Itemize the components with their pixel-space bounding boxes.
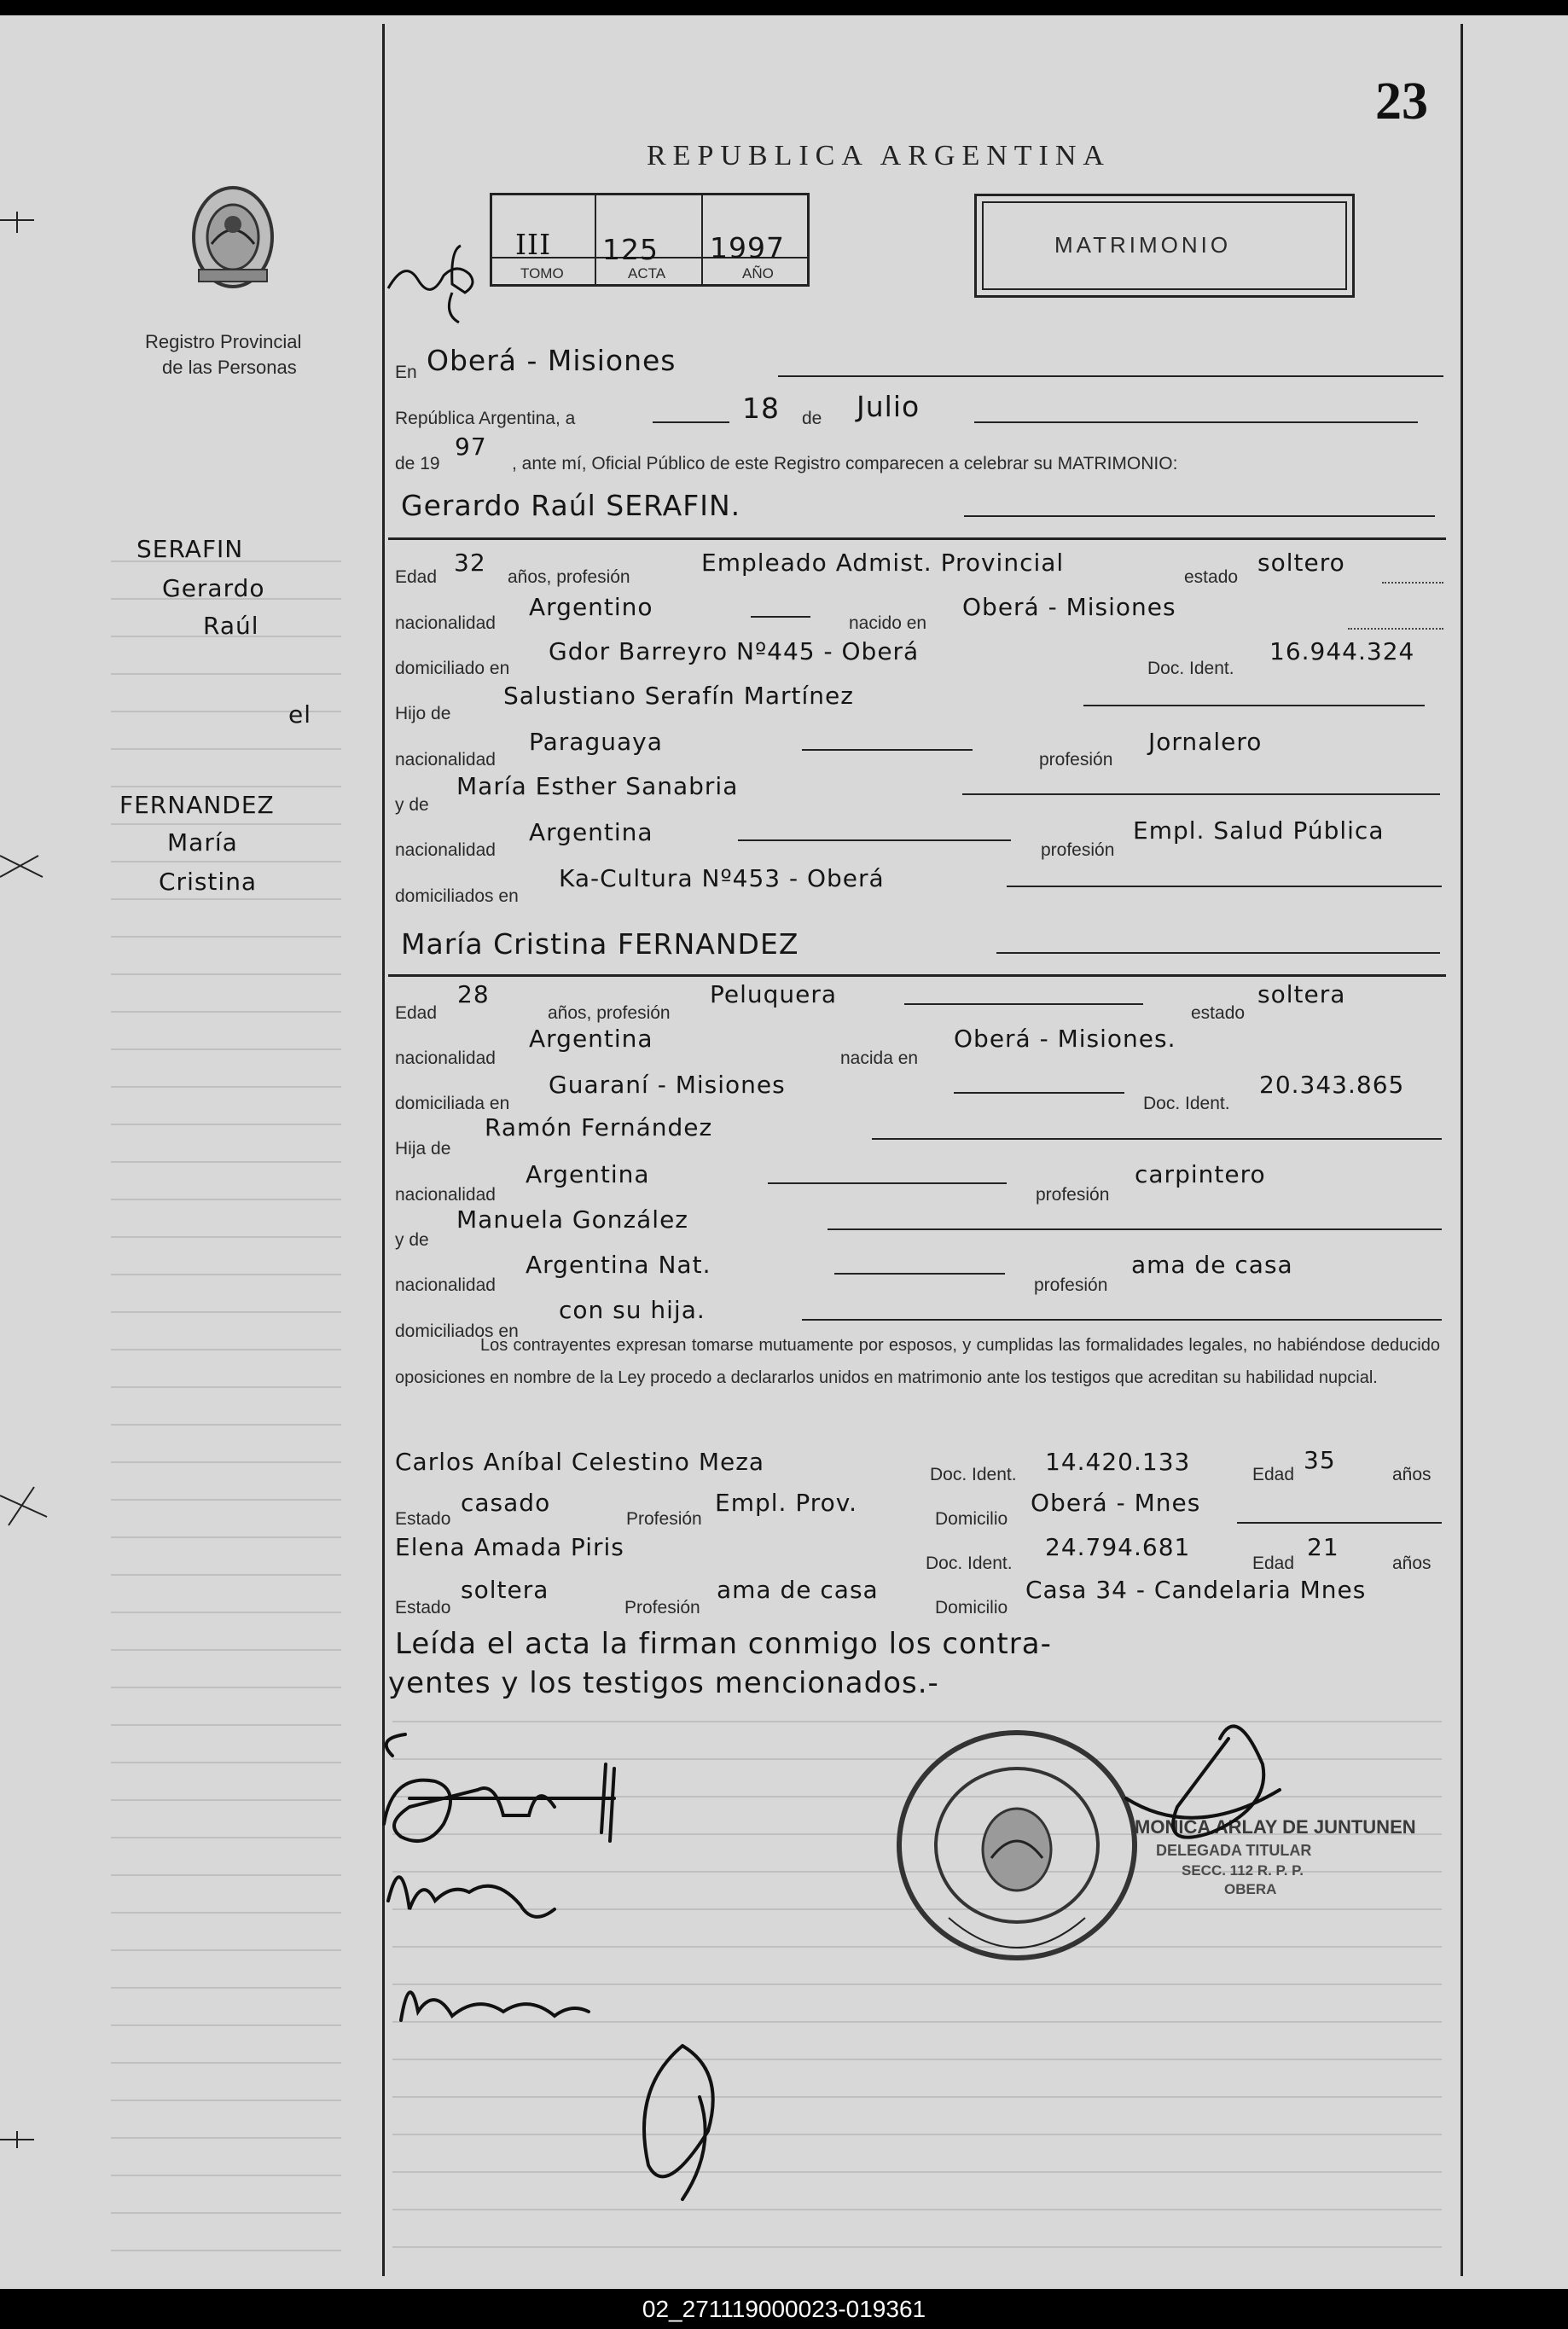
- bride-birthplace: Oberá - Misiones.: [954, 1025, 1176, 1053]
- witness1-edad-label: Edad: [1252, 1465, 1295, 1484]
- provincial-seal-icon: [186, 177, 280, 297]
- witness1-estado-label: Estado: [395, 1509, 451, 1529]
- country-title: REPUBLICA ARGENTINA: [647, 140, 1111, 171]
- margin-name-2a: María: [167, 828, 238, 857]
- bride-mother-line: [828, 1228, 1442, 1230]
- witness2-estado-label: Estado: [395, 1598, 451, 1618]
- groom-mother-prof-label: profesión: [1041, 840, 1115, 860]
- bride-estado-label: estado: [1191, 1003, 1246, 1023]
- bride-father-prof-label: profesión: [1036, 1185, 1110, 1205]
- document-page: [0, 15, 1568, 2289]
- groom-nat-line: [751, 616, 810, 618]
- year-prefix-label: de 19: [395, 454, 440, 473]
- margin-initials-signature: [384, 233, 486, 327]
- witness2-edad-label: Edad: [1252, 1554, 1295, 1573]
- groom-doc: 16.944.324: [1269, 637, 1415, 665]
- witness1-anos-label: años: [1392, 1465, 1432, 1484]
- witness2-age: 21: [1307, 1533, 1339, 1561]
- bride-mother-nationality: Argentina Nat.: [526, 1251, 711, 1279]
- witness2-anos-label: años: [1392, 1554, 1432, 1573]
- margin-name-2b: Cristina: [159, 868, 258, 896]
- groom-yde-label: y de: [395, 795, 429, 815]
- groom-birthplace: Oberá - Misiones: [962, 593, 1176, 621]
- bride-edad-label: Edad: [395, 1003, 438, 1023]
- month-line: [974, 421, 1418, 423]
- groom-mother-nationality: Argentina: [529, 818, 653, 846]
- bride-address: Guaraní - Misiones: [549, 1071, 786, 1099]
- witness1-profession: Empl. Prov.: [715, 1489, 858, 1517]
- republica-label: República Argentina, a: [395, 409, 576, 428]
- groom-father-profession: Jornalero: [1148, 728, 1263, 756]
- bride-father: Ramón Fernández: [485, 1113, 713, 1141]
- groom-row1-dots: [1382, 582, 1443, 584]
- witness1-age: 35: [1304, 1446, 1336, 1474]
- official-title: DELEGADA TITULAR: [1156, 1842, 1312, 1859]
- bride-nacida-label: nacida en: [840, 1048, 919, 1068]
- groom-father-nat-label: nacionalidad: [395, 750, 496, 770]
- witness2-doc-label: Doc. Ident.: [926, 1554, 1013, 1573]
- witness1-address: Oberá - Mnes: [1031, 1489, 1201, 1517]
- groom-age: 32: [454, 549, 486, 577]
- bride-father-nat-line: [768, 1182, 1007, 1184]
- groom-edad-label: Edad: [395, 567, 438, 587]
- groom-doc-label: Doc. Ident.: [1147, 659, 1234, 678]
- tomo-value: III: [515, 228, 552, 261]
- groom-civil-status: soltero: [1257, 549, 1345, 577]
- place-line: [778, 375, 1443, 377]
- witness2-civil: soltera: [461, 1576, 549, 1604]
- witness1-doc-label: Doc. Ident.: [930, 1465, 1017, 1484]
- witness2-profession: ama de casa: [717, 1576, 879, 1604]
- margin-name-1a: Gerardo: [162, 574, 265, 602]
- witness2-doc: 24.794.681: [1045, 1533, 1191, 1561]
- witness1-domicilio-label: Domicilio: [935, 1509, 1008, 1529]
- bride-father-nat-label: nacionalidad: [395, 1185, 496, 1205]
- groom-anos-profesion-label: años, profesión: [508, 567, 630, 587]
- bride-anos-profesion-label: años, profesión: [548, 1003, 671, 1023]
- groom-address: Gdor Barreyro Nº445 - Oberá: [549, 637, 920, 665]
- bride-nationality: Argentina: [529, 1025, 653, 1053]
- groom-nationality: Argentino: [529, 593, 653, 621]
- tomo-label: TOMO: [520, 265, 564, 282]
- bride-parents-address: con su hija.: [559, 1296, 706, 1324]
- bride-age: 28: [457, 980, 490, 1008]
- groom-estado-label: estado: [1184, 567, 1239, 587]
- official-city: OBERA: [1224, 1881, 1277, 1897]
- margin-connector: el: [288, 700, 312, 729]
- registry-name-line1: Registro Provincial: [145, 331, 302, 352]
- bride-prof-line: [904, 1003, 1143, 1005]
- witness1-name: Carlos Aníbal Celestino Meza: [395, 1448, 765, 1476]
- bride-parents-address-line: [802, 1319, 1442, 1321]
- groom-parents-address: Ka-Cultura Nº453 - Oberá: [559, 864, 885, 892]
- bride-profession: Peluquera: [710, 980, 838, 1008]
- witness2-domicilio-label: Domicilio: [935, 1598, 1008, 1618]
- witness2-address: Casa 34 - Candelaria Mnes: [1025, 1576, 1367, 1604]
- groom-hijo-label: Hijo de: [395, 704, 451, 723]
- bride-domiciliados-label: domiciliados en: [395, 1321, 519, 1341]
- bride-name-line: [996, 952, 1440, 954]
- acta-value: 125: [602, 233, 659, 266]
- groom-mother: María Esther Sanabria: [456, 772, 739, 800]
- groom-father-prof-label: profesión: [1039, 750, 1113, 770]
- bride-hija-label: Hija de: [395, 1139, 451, 1159]
- margin-name-1b: Raúl: [203, 612, 259, 640]
- bride-father-nationality: Argentina: [526, 1160, 650, 1188]
- groom-father: Salustiano Serafín Martínez: [503, 682, 854, 710]
- groom-mother-profession: Empl. Salud Pública: [1133, 816, 1385, 845]
- witness1-doc: 14.420.133: [1045, 1448, 1191, 1476]
- registry-name-line2: de las Personas: [162, 357, 297, 378]
- witness1-address-line: [1237, 1522, 1442, 1524]
- official-name: MONICA ARLAY DE JUNTUNEN: [1135, 1816, 1416, 1838]
- bride-mother-profession: ama de casa: [1131, 1251, 1293, 1279]
- bride-mother: Manuela González: [456, 1205, 689, 1234]
- groom-domiciliados-label: domiciliados en: [395, 886, 519, 906]
- bride-address-line: [954, 1092, 1124, 1094]
- place-value: Oberá - Misiones: [427, 344, 677, 377]
- groom-nacido-label: nacido en: [849, 613, 927, 633]
- de-label: de: [802, 409, 822, 428]
- separator-2: [388, 974, 1446, 977]
- closing-note-line1: Leída el acta la firman conmigo los contra-: [395, 1627, 1052, 1661]
- margin-surname-1: SERAFIN: [136, 535, 244, 563]
- bride-yde-label: y de: [395, 1230, 429, 1250]
- bride-mother-nat-line: [834, 1273, 1005, 1275]
- groom-mother-nat-line: [738, 839, 1011, 841]
- witness2-profesion-label: Profesión: [624, 1598, 700, 1618]
- scan-id-footer: 02_271119000023-019361: [0, 2289, 1568, 2329]
- year-value: 97: [455, 433, 487, 461]
- bride-nacionalidad-label: nacionalidad: [395, 1048, 496, 1068]
- groom-father-line: [1083, 705, 1425, 706]
- bride-mother-nat-label: nacionalidad: [395, 1275, 496, 1295]
- groom-profession: Empleado Admist. Provincial: [701, 549, 1065, 577]
- en-label: En: [395, 363, 417, 382]
- ante-mi-text: , ante mí, Oficial Público de este Registro comparecen a celebrar su MATRIMONIO:: [512, 454, 1178, 473]
- declaration-paragraph: Los contrayentes expresan tomarse mutuamente por esposos, y cumplidas las formalidades legales, no habiéndose deducido oposiciones en nombre de la Ley procedo a declararlos unidos en matrimonio ante los testigos que acreditan su habilidad nupcial.: [395, 1336, 1440, 1387]
- groom-parents-address-line: [1007, 886, 1442, 887]
- groom-name-line: [964, 515, 1435, 517]
- official-section: SECC. 112 R. P. P.: [1182, 1862, 1304, 1879]
- page-number: 23: [1375, 73, 1428, 131]
- groom-domiciliado-label: domiciliado en: [395, 659, 510, 678]
- separator-1: [388, 537, 1446, 540]
- groom-nacionalidad-label: nacionalidad: [395, 613, 496, 633]
- groom-father-nationality: Paraguaya: [529, 728, 663, 756]
- bride-mother-prof-label: profesión: [1034, 1275, 1108, 1295]
- ano-label: AÑO: [742, 265, 774, 282]
- acta-label: ACTA: [628, 265, 666, 282]
- witness1-profesion-label: Profesión: [626, 1509, 702, 1529]
- month-value: Julio: [857, 390, 920, 423]
- witness1-civil: casado: [461, 1489, 551, 1517]
- bride-father-line: [872, 1138, 1442, 1140]
- bride-civil-status: soltera: [1257, 980, 1346, 1008]
- matrimonio-title: MATRIMONIO: [1054, 232, 1232, 258]
- bride-domiciliada-label: domiciliada en: [395, 1094, 510, 1113]
- closing-note-line2: yentes y los testigos mencionados.-: [388, 1666, 939, 1700]
- groom-mother-line: [962, 793, 1440, 795]
- ano-value: 1997: [710, 231, 785, 264]
- signatures: [358, 1687, 1467, 2216]
- groom-full-name: Gerardo Raúl SERAFIN.: [401, 489, 741, 522]
- groom-mother-nat-label: nacionalidad: [395, 840, 496, 860]
- margin-surname-2: FERNANDEZ: [119, 791, 275, 819]
- groom-father-nat-line: [802, 749, 973, 751]
- witness2-name: Elena Amada Piris: [395, 1533, 624, 1561]
- bride-father-profession: carpintero: [1135, 1160, 1266, 1188]
- bride-full-name: María Cristina FERNANDEZ: [401, 927, 799, 961]
- bride-doc: 20.343.865: [1259, 1071, 1405, 1099]
- bride-doc-label: Doc. Ident.: [1143, 1094, 1230, 1113]
- day-value: 18: [742, 392, 780, 425]
- groom-row2-dots: [1348, 628, 1443, 630]
- day-line-pre: [653, 421, 729, 423]
